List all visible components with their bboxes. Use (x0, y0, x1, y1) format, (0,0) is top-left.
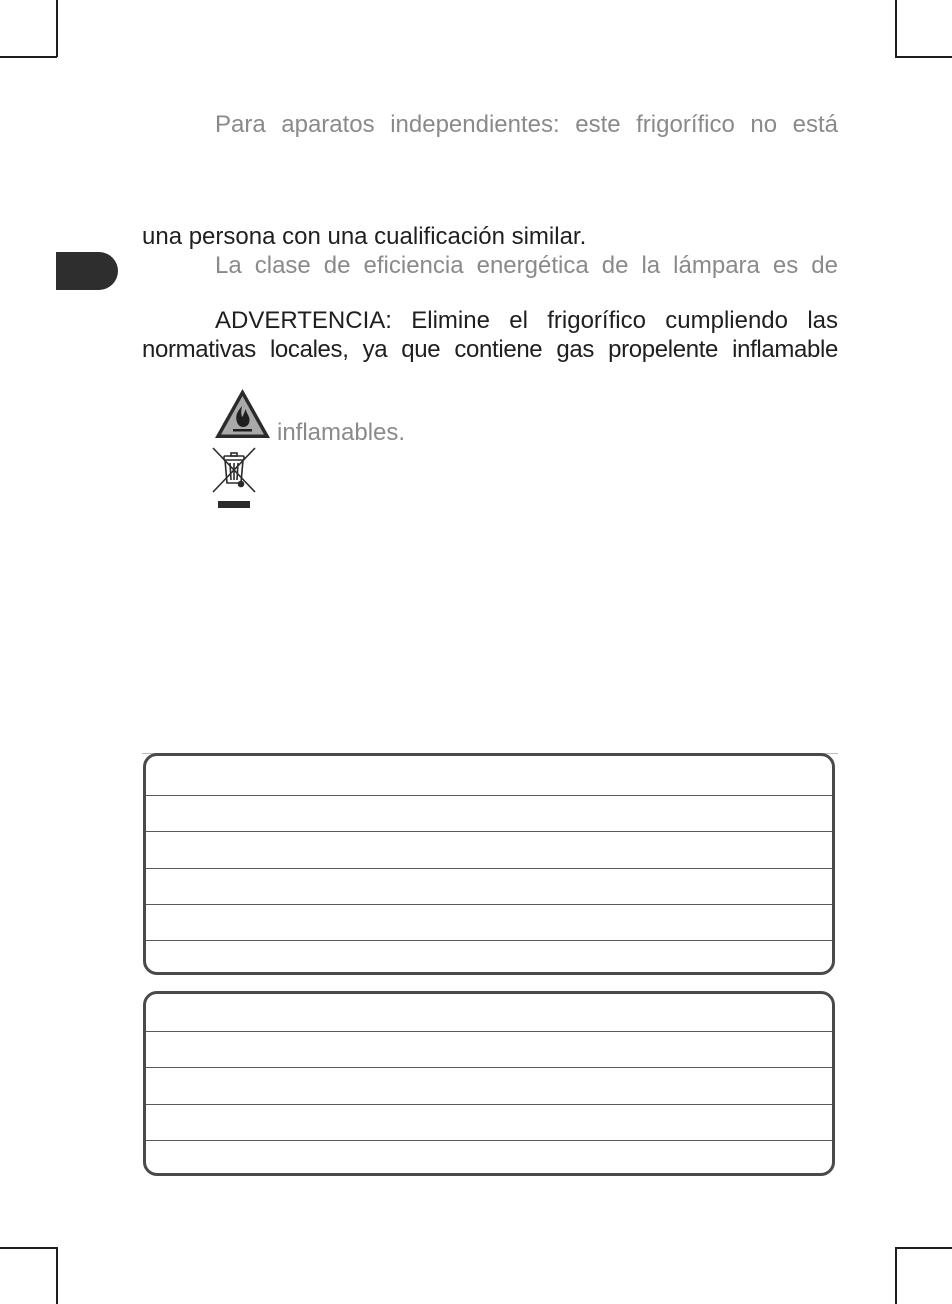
paragraph-warning-line2: normativas locales, ya que contiene gas propelente inflamable (142, 336, 838, 363)
table-row (146, 1032, 832, 1068)
crop-mark-bottom-left-horizontal (0, 1247, 57, 1249)
paragraph-qualified-person: una persona con una cualificación similar. (142, 223, 587, 250)
table-row (146, 832, 832, 869)
paragraph-independent-appliances: Para aparatos independientes: este frigorífico no está (215, 111, 838, 138)
spec-table-1 (143, 753, 835, 975)
flammable-label: inflamables. (277, 419, 406, 446)
crossed-bin-icon (211, 446, 257, 510)
table-row (146, 756, 832, 796)
flammable-warning-icon (213, 387, 272, 441)
crop-mark-top-left-horizontal (0, 56, 57, 58)
language-tab-marker (56, 252, 118, 290)
crop-mark-top-right-vertical (895, 0, 897, 57)
table-row (146, 1141, 832, 1173)
table-row (146, 1105, 832, 1141)
crop-mark-bottom-left-vertical (56, 1247, 58, 1304)
crop-mark-top-right-horizontal (895, 56, 952, 58)
paragraph-energy-class: La clase de eficiencia energética de la lámpara es de (215, 252, 838, 279)
table-row (146, 1068, 832, 1105)
table-row (146, 869, 832, 905)
table-row (146, 905, 832, 941)
table-row (146, 796, 832, 832)
paragraph-warning-line1: ADVERTENCIA: Elimine el frigorífico cumpliendo las (215, 307, 838, 334)
spec-table-2 (143, 991, 835, 1176)
crop-mark-bottom-right-vertical (895, 1247, 897, 1304)
crop-mark-top-left-vertical (56, 0, 58, 57)
table-row (146, 994, 832, 1032)
table-row (146, 941, 832, 972)
crop-mark-bottom-right-horizontal (895, 1247, 952, 1249)
